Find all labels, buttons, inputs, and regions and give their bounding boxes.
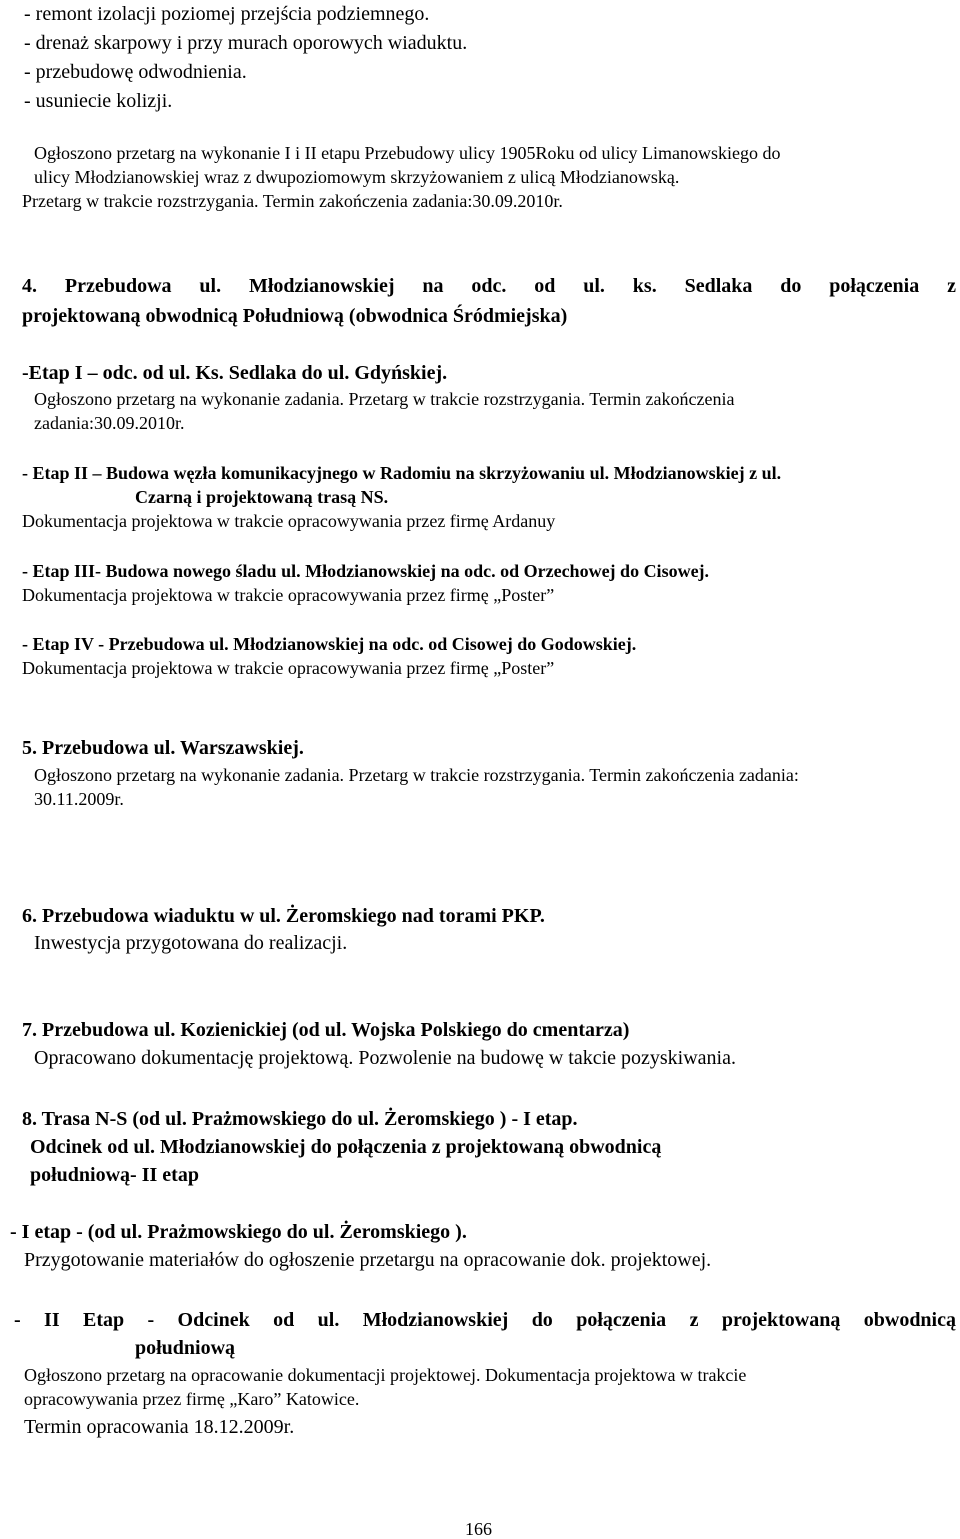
section-4-heading: 4. Przebudowa ul. Młodzianowskiej na odc. od ul. ks. Sedlaka do połączenia z bbox=[22, 275, 956, 297]
etap-text: Dokumentacja projektowa w trakcie opracowywania przez firmę „Poster” bbox=[22, 658, 555, 678]
etap-title: - Etap IV - Przebudowa ul. Młodzianowskiej na odc. od Cisowej do Godowskiej. bbox=[22, 634, 637, 654]
section-8-heading-cont: Odcinek od ul. Młodzianowskiej do połączenia z projektowaną obwodnicą bbox=[30, 1136, 662, 1158]
section-6-heading: 6. Przebudowa wiaduktu w ul. Żeromskiego nad torami PKP. bbox=[22, 905, 545, 927]
paragraph-line: ulicy Młodzianowskiej wraz z dwupoziomowym skrzyżowaniem z ulicą Młodzianowską. bbox=[34, 167, 680, 187]
section-8-heading: 8. Trasa N-S (od ul. Prażmowskiego do ul. Żeromskiego ) - I etap. bbox=[22, 1108, 578, 1130]
section-4-heading-cont: projektowaną obwodnicą Południową (obwodnica Śródmiejska) bbox=[22, 305, 568, 327]
etap-title-cont: Czarną i projektowaną trasą NS. bbox=[135, 487, 389, 507]
section-text: 30.11.2009r. bbox=[34, 789, 124, 809]
etap-text: Dokumentacja projektowa w trakcie opracowywania przez firmę „Poster” bbox=[22, 585, 555, 605]
etap-title: - Etap II – Budowa węzła komunikacyjnego w Radomiu na skrzyżowaniu ul. Młodzianowskiej z ul. bbox=[22, 463, 782, 483]
etap-text: Przygotowanie materiałów do ogłoszenie przetargu na opracowanie dok. projektowej. bbox=[24, 1249, 712, 1271]
etap-text: zadania:30.09.2010r. bbox=[34, 413, 185, 433]
etap-text: Ogłoszono przetarg na opracowanie dokumentacji projektowej. Dokumentacja projektowa w trakcie bbox=[24, 1365, 747, 1385]
section-text: Ogłoszono przetarg na wykonanie zadania. Przetarg w trakcie rozstrzygania. Termin zakończenia zadania: bbox=[34, 765, 799, 785]
etap-text: opracowywania przez firmę „Karo” Katowice. bbox=[24, 1389, 360, 1409]
list-item: - remont izolacji poziomej przejścia podziemnego. bbox=[24, 3, 430, 25]
etap-title: - Etap III- Budowa nowego śladu ul. Młodzianowskiej na odc. od Orzechowej do Cisowej. bbox=[22, 561, 710, 581]
section-text: Inwestycja przygotowana do realizacji. bbox=[34, 932, 348, 954]
section-8-heading-cont: południową- II etap bbox=[30, 1164, 199, 1186]
etap-title: - I etap - (od ul. Prażmowskiego do ul. Żeromskiego ). bbox=[10, 1221, 467, 1243]
etap-title-cont: południową bbox=[135, 1337, 236, 1359]
paragraph-line: Ogłoszono przetarg na wykonanie I i II etapu Przebudowy ulicy 1905Roku od ulicy Limanowskiego do bbox=[34, 143, 781, 163]
etap-text: Ogłoszono przetarg na wykonanie zadania. Przetarg w trakcie rozstrzygania. Termin zakończenia bbox=[34, 389, 735, 409]
etap-title: -Etap I – odc. od ul. Ks. Sedlaka do ul. Gdyńskiej. bbox=[22, 362, 448, 384]
etap-text: Dokumentacja projektowa w trakcie opracowywania przez firmę Ardanuy bbox=[22, 511, 556, 531]
etap-title: - II Etap - Odcinek od ul. Młodzianowskiej do połączenia z projektowaną obwodnicą bbox=[14, 1309, 956, 1331]
etap-text: Termin opracowania 18.12.2009r. bbox=[24, 1416, 295, 1438]
list-item: - drenaż skarpowy i przy murach oporowych wiaduktu. bbox=[24, 32, 468, 54]
list-item: - usuniecie kolizji. bbox=[24, 90, 173, 112]
section-5-heading: 5. Przebudowa ul. Warszawskiej. bbox=[22, 737, 304, 759]
paragraph-line: Przetarg w trakcie rozstrzygania. Termin zakończenia zadania:30.09.2010r. bbox=[22, 191, 563, 211]
list-item: - przebudowę odwodnienia. bbox=[24, 61, 247, 83]
section-7-heading: 7. Przebudowa ul. Kozienickiej (od ul. Wojska Polskiego do cmentarza) bbox=[22, 1019, 630, 1041]
section-text: Opracowano dokumentację projektową. Pozwolenie na budowę w takcie pozyskiwania. bbox=[34, 1047, 736, 1069]
page-number: 166 bbox=[465, 1519, 492, 1539]
